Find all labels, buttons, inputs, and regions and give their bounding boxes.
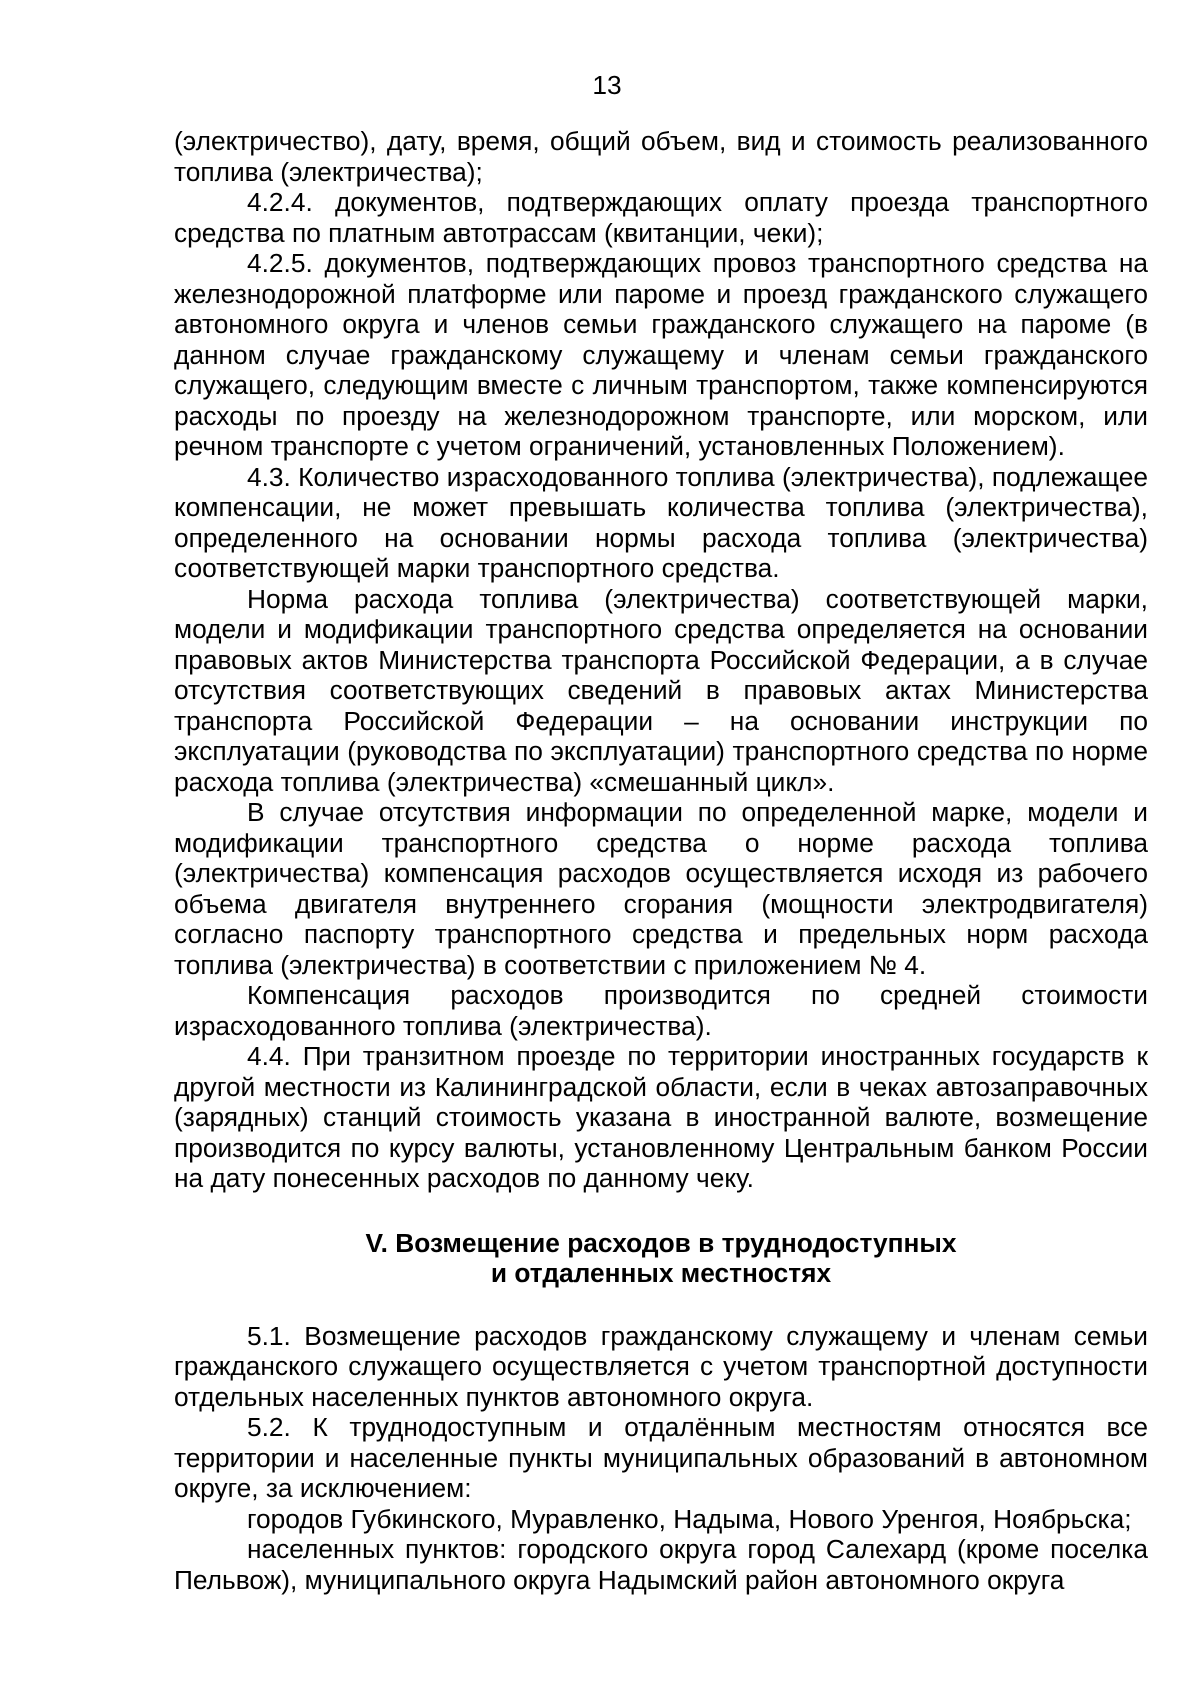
paragraph-5-2: 5.2. К труднодоступным и отдалённым местностям относятся все территории и населенные пункты муниципальных образований в автономном округе, за исключением: bbox=[174, 1412, 1148, 1503]
paragraph-4-4: 4.4. При транзитном проезде по территории иностранных государств к другой местности из Калининградской области, если в чеках автозаправочных (зарядных) станций стоимость указана в иностранной валюте, возмещение производится по курсу валюты, установленному Центральным банком России на дату понесенных расходов по данному чеку. bbox=[174, 1041, 1148, 1193]
paragraph-5-1: 5.1. Возмещение расходов гражданскому служащему и членам семьи гражданского служащего осуществляется с учетом транспортной доступности отдельных населенных пунктов автономного округа. bbox=[174, 1320, 1148, 1412]
section-heading bbox=[174, 1228, 1148, 1289]
paragraph-missing-info: В случае отсутствия информации по определенной марке, модели и модификации транспортного средства о норме расхода топлива (электричества) компенсация расходов осуществляется исходя из рабочего объема двигателя внутреннего сгорания (мощности электродвигателя) согласно паспорту транспортного средства и предельных норм расхода топлива (электричества) в соответствии с приложением № 4. bbox=[174, 797, 1148, 980]
paragraph-continuation: (электричество), дату, время, общий объем, вид и стоимость реализованного топлива (электричества); bbox=[174, 126, 1148, 187]
paragraph-4-2-5: 4.2.5. документов, подтверждающих провоз транспортного средства на железнодорожной платформе или пароме и проезд гражданского служащего автономного округа и членов семьи гражданского служащего на пароме (в данном случае гражданскому служащему и членам семьи гражданского служащего, следующим вместе с личным транспортом, также компенсируются расходы по проезду на железнодорожном транспорте, или морском, или речном транспорте с учетом ограничений, установленных Положением). bbox=[174, 248, 1148, 461]
paragraph-settlements: населенных пунктов: городского округа город Салехард (кроме поселка Пельвож), муниципального округа Надымский район автономного округа bbox=[174, 1534, 1148, 1595]
section-heading-line-2: и отдаленных местностях bbox=[490, 1258, 832, 1288]
paragraph-4-2-4: 4.2.4. документов, подтверждающих оплату проезда транспортного средства по платным автотрассам (квитанции, чеки); bbox=[174, 187, 1148, 248]
paragraph-cities: городов Губкинского, Муравленко, Надыма, Нового Уренгоя, Ноябрьска; bbox=[247, 1503, 1132, 1534]
section-heading-line-1: V. Возмещение расходов в труднодоступных bbox=[365, 1227, 957, 1258]
paragraph-compensation: Компенсация расходов производится по средней стоимости израсходованного топлива (электричества). bbox=[174, 980, 1148, 1041]
paragraph-4-3: 4.3. Количество израсходованного топлива (электричества), подлежащее компенсации, не может превышать количества топлива (электричества), определенного на основании нормы расхода топлива (электричества) соответствующей марки транспортного средства. bbox=[174, 461, 1148, 583]
paragraph-fuel-norm: Норма расхода топлива (электричества) соответствующей марки, модели и модификации транспортного средства определяется на основании правовых актов Министерства транспорта Российской Федерации, а в случае отсутствия соответствующих сведений в правовых актах Министерства транспорта Российской Федерации – на основании инструкции по эксплуатации (руководства по эксплуатации) транспортного средства по норме расхода топлива (электричества) «смешанный цикл». bbox=[174, 583, 1148, 797]
document-body bbox=[174, 126, 1148, 1595]
page-number: 13 bbox=[592, 70, 622, 100]
